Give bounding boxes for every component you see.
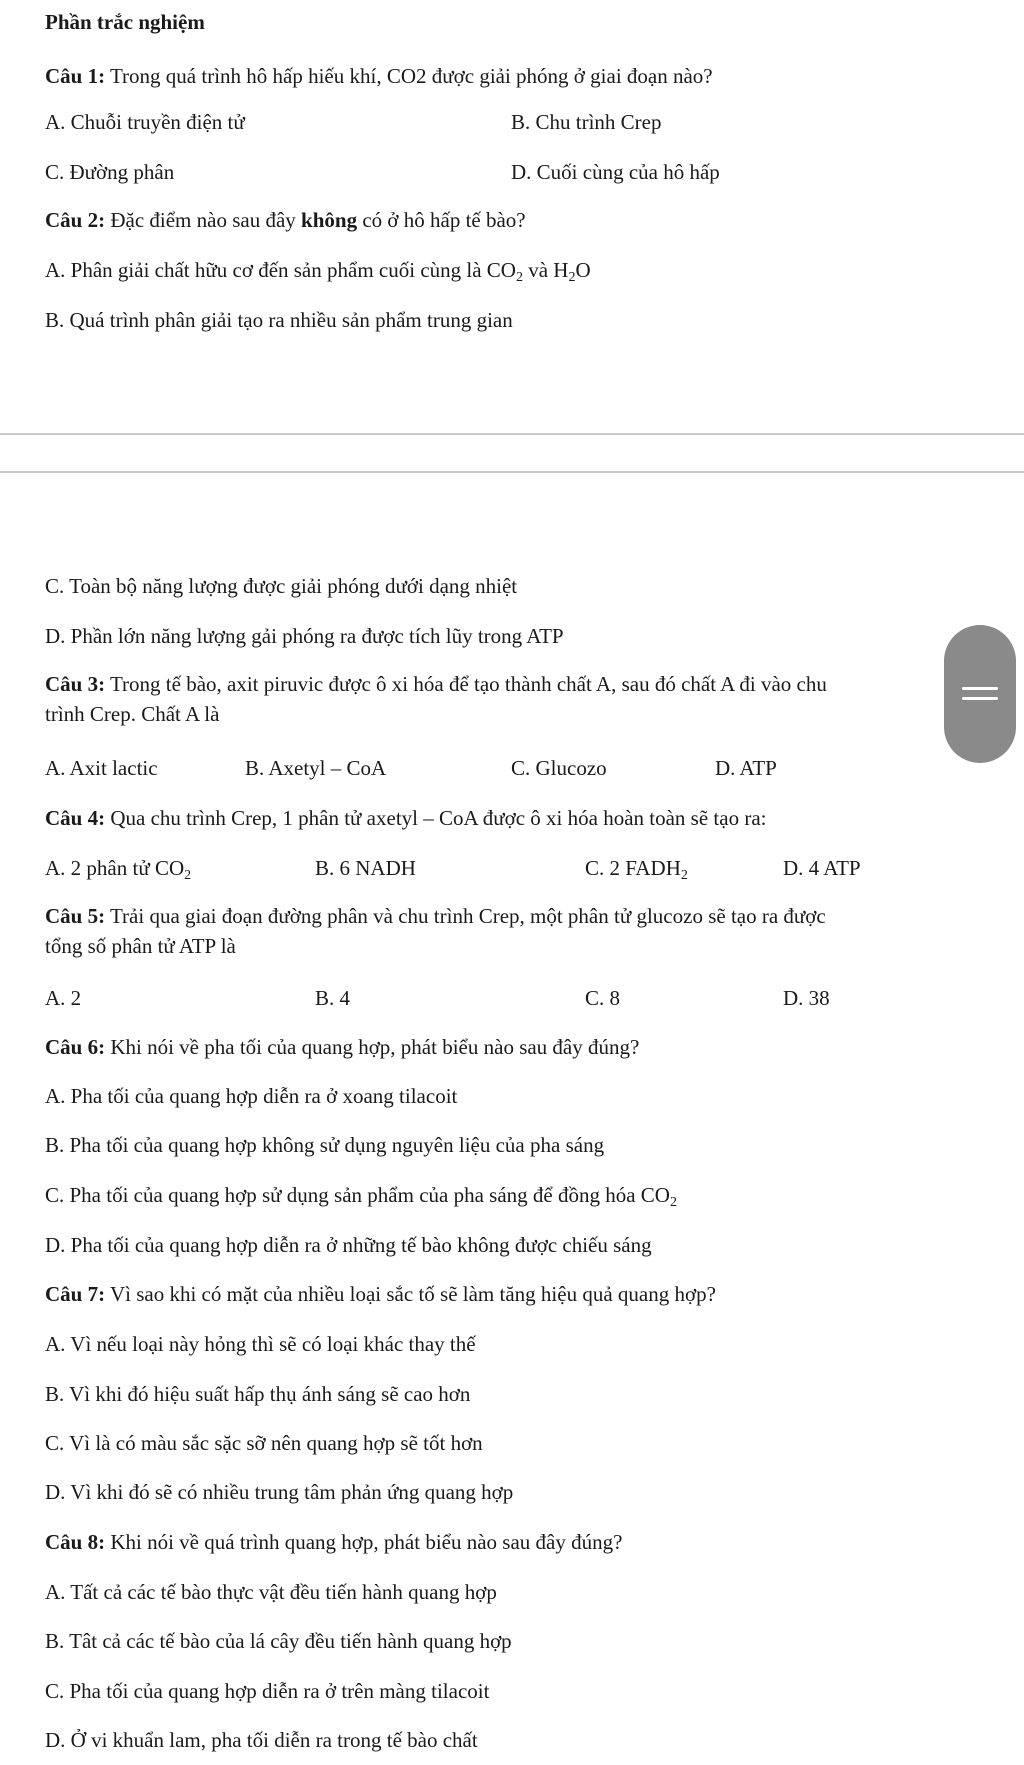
question-8 — [45, 1530, 622, 1555]
option-2a[interactable] — [45, 258, 591, 286]
page-divider — [0, 433, 1024, 473]
question-text: Trong tế bào, axit piruvic được ô xi hóa để tạo thành chất A, sau đó chất A đi vào chu — [105, 672, 827, 696]
option-3b[interactable]: B. Axetyl – CoA — [245, 756, 387, 780]
option-1c[interactable]: C. Đường phân — [45, 160, 175, 184]
question-5-cont: tổng số phân tử ATP là — [45, 934, 236, 958]
scroll-handle[interactable] — [944, 625, 1016, 763]
option-1b[interactable]: B. Chu trình Crep — [511, 110, 662, 134]
question-5 — [45, 904, 826, 929]
option-text: A. Phân giải chất hữu cơ đến sản phẩm cuối cùng là CO — [45, 258, 516, 282]
question-label: Câu 6: — [45, 1035, 106, 1059]
option-2b[interactable]: B. Quá trình phân giải tạo ra nhiều sản phẩm trung gian — [45, 308, 513, 332]
option-7c[interactable]: C. Vì là có màu sắc sặc sỡ nên quang hợp sẽ tốt hơn — [45, 1431, 483, 1455]
grip-line-icon — [962, 697, 998, 700]
question-text: Trong quá trình hô hấp hiếu khí, CO2 được giải phóng ở giai đoạn nào? — [105, 64, 713, 88]
question-1 — [45, 64, 713, 89]
question-text-end: có ở hô hấp tế bào? — [357, 208, 526, 232]
question-label: Câu 2: — [45, 208, 106, 232]
question-label: Câu 5: — [45, 904, 106, 928]
option-8d[interactable]: D. Ở vi khuẩn lam, pha tối diễn ra trong tế bào chất — [45, 1728, 478, 1752]
option-text: C. 2 FADH — [585, 856, 681, 880]
question-2 — [45, 208, 526, 233]
option-2c[interactable]: C. Toàn bộ năng lượng được giải phóng dưới dạng nhiệt — [45, 574, 518, 598]
option-text-end: O — [575, 258, 591, 282]
option-8a[interactable]: A. Tất cả các tế bào thực vật đều tiến hành quang hợp — [45, 1580, 497, 1604]
question-text: Khi nói về quá trình quang hợp, phát biểu nào sau đây đúng? — [105, 1530, 623, 1554]
option-3d[interactable]: D. ATP — [715, 756, 777, 780]
option-8c[interactable]: C. Pha tối của quang hợp diễn ra ở trên màng tilacoit — [45, 1679, 490, 1703]
option-7d[interactable]: D. Vì khi đó sẽ có nhiều trung tâm phản ứng quang hợp — [45, 1480, 514, 1504]
option-text: C. Pha tối của quang hợp sử dụng sản phẩm của pha sáng để đồng hóa CO — [45, 1183, 670, 1207]
question-text: Trải qua giai đoạn đường phân và chu trình Crep, một phân tử glucozo sẽ tạo ra được — [105, 904, 826, 928]
question-label: Câu 7: — [45, 1282, 106, 1306]
option-3a[interactable]: A. Axit lactic — [45, 756, 158, 780]
question-3 — [45, 672, 827, 697]
option-text: A. 2 phân tử CO — [45, 856, 185, 880]
option-6c[interactable] — [45, 1183, 677, 1211]
question-text: Đặc điểm nào sau đây — [105, 208, 302, 232]
question-text: Vì sao khi có mặt của nhiều loại sắc tố sẽ làm tăng hiệu quả quang hợp? — [105, 1282, 716, 1306]
question-text: Qua chu trình Crep, 1 phân tử axetyl – CoA được ô xi hóa hoàn toàn sẽ tạo ra: — [105, 806, 767, 830]
grip-line-icon — [962, 687, 998, 690]
question-label: Câu 8: — [45, 1530, 106, 1554]
option-4d[interactable]: D. 4 ATP — [783, 856, 861, 880]
option-1a[interactable]: A. Chuỗi truyền điện tử — [45, 110, 245, 134]
option-5b[interactable]: B. 4 — [315, 986, 351, 1010]
option-7a[interactable]: A. Vì nếu loại này hỏng thì sẽ có loại khác thay thế — [45, 1332, 476, 1356]
question-6 — [45, 1035, 639, 1060]
subscript: 2 — [680, 868, 688, 883]
option-2d[interactable]: D. Phần lớn năng lượng gải phóng ra được tích lũy trong ATP — [45, 624, 564, 648]
question-3-cont: trình Crep. Chất A là — [45, 702, 220, 726]
subscript: 2 — [184, 868, 192, 883]
question-label: Câu 4: — [45, 806, 106, 830]
section-heading: Phần trắc nghiệm — [45, 10, 205, 34]
subscript: 2 — [515, 270, 523, 285]
option-8b[interactable]: B. Tât cả các tế bào của lá cây đều tiến hành quang hợp — [45, 1629, 512, 1653]
option-3c[interactable]: C. Glucozo — [511, 756, 607, 780]
option-5c[interactable]: C. 8 — [585, 986, 621, 1010]
question-emphasis: không — [301, 208, 358, 232]
option-4c[interactable] — [585, 856, 688, 884]
option-4a[interactable] — [45, 856, 191, 884]
option-text-mid: và H — [522, 258, 569, 282]
question-label: Câu 3: — [45, 672, 106, 696]
subscript: 2 — [669, 1195, 677, 1210]
question-text: Khi nói về pha tối của quang hợp, phát biểu nào sau đây đúng? — [105, 1035, 640, 1059]
question-4 — [45, 806, 766, 831]
option-5d[interactable]: D. 38 — [783, 986, 830, 1010]
option-7b[interactable]: B. Vì khi đó hiệu suất hấp thụ ánh sáng sẽ cao hơn — [45, 1382, 471, 1406]
option-4b[interactable]: B. 6 NADH — [315, 856, 416, 880]
question-label: Câu 1: — [45, 64, 106, 88]
option-6b[interactable]: B. Pha tối của quang hợp không sử dụng nguyên liệu của pha sáng — [45, 1133, 605, 1157]
option-6a[interactable]: A. Pha tối của quang hợp diễn ra ở xoang tilacoit — [45, 1084, 458, 1108]
option-6d[interactable]: D. Pha tối của quang hợp diễn ra ở những tế bào không được chiếu sáng — [45, 1233, 652, 1257]
option-5a[interactable]: A. 2 — [45, 986, 82, 1010]
option-1d[interactable]: D. Cuối cùng của hô hấp — [511, 160, 720, 184]
question-7 — [45, 1282, 716, 1307]
subscript: 2 — [568, 270, 576, 285]
